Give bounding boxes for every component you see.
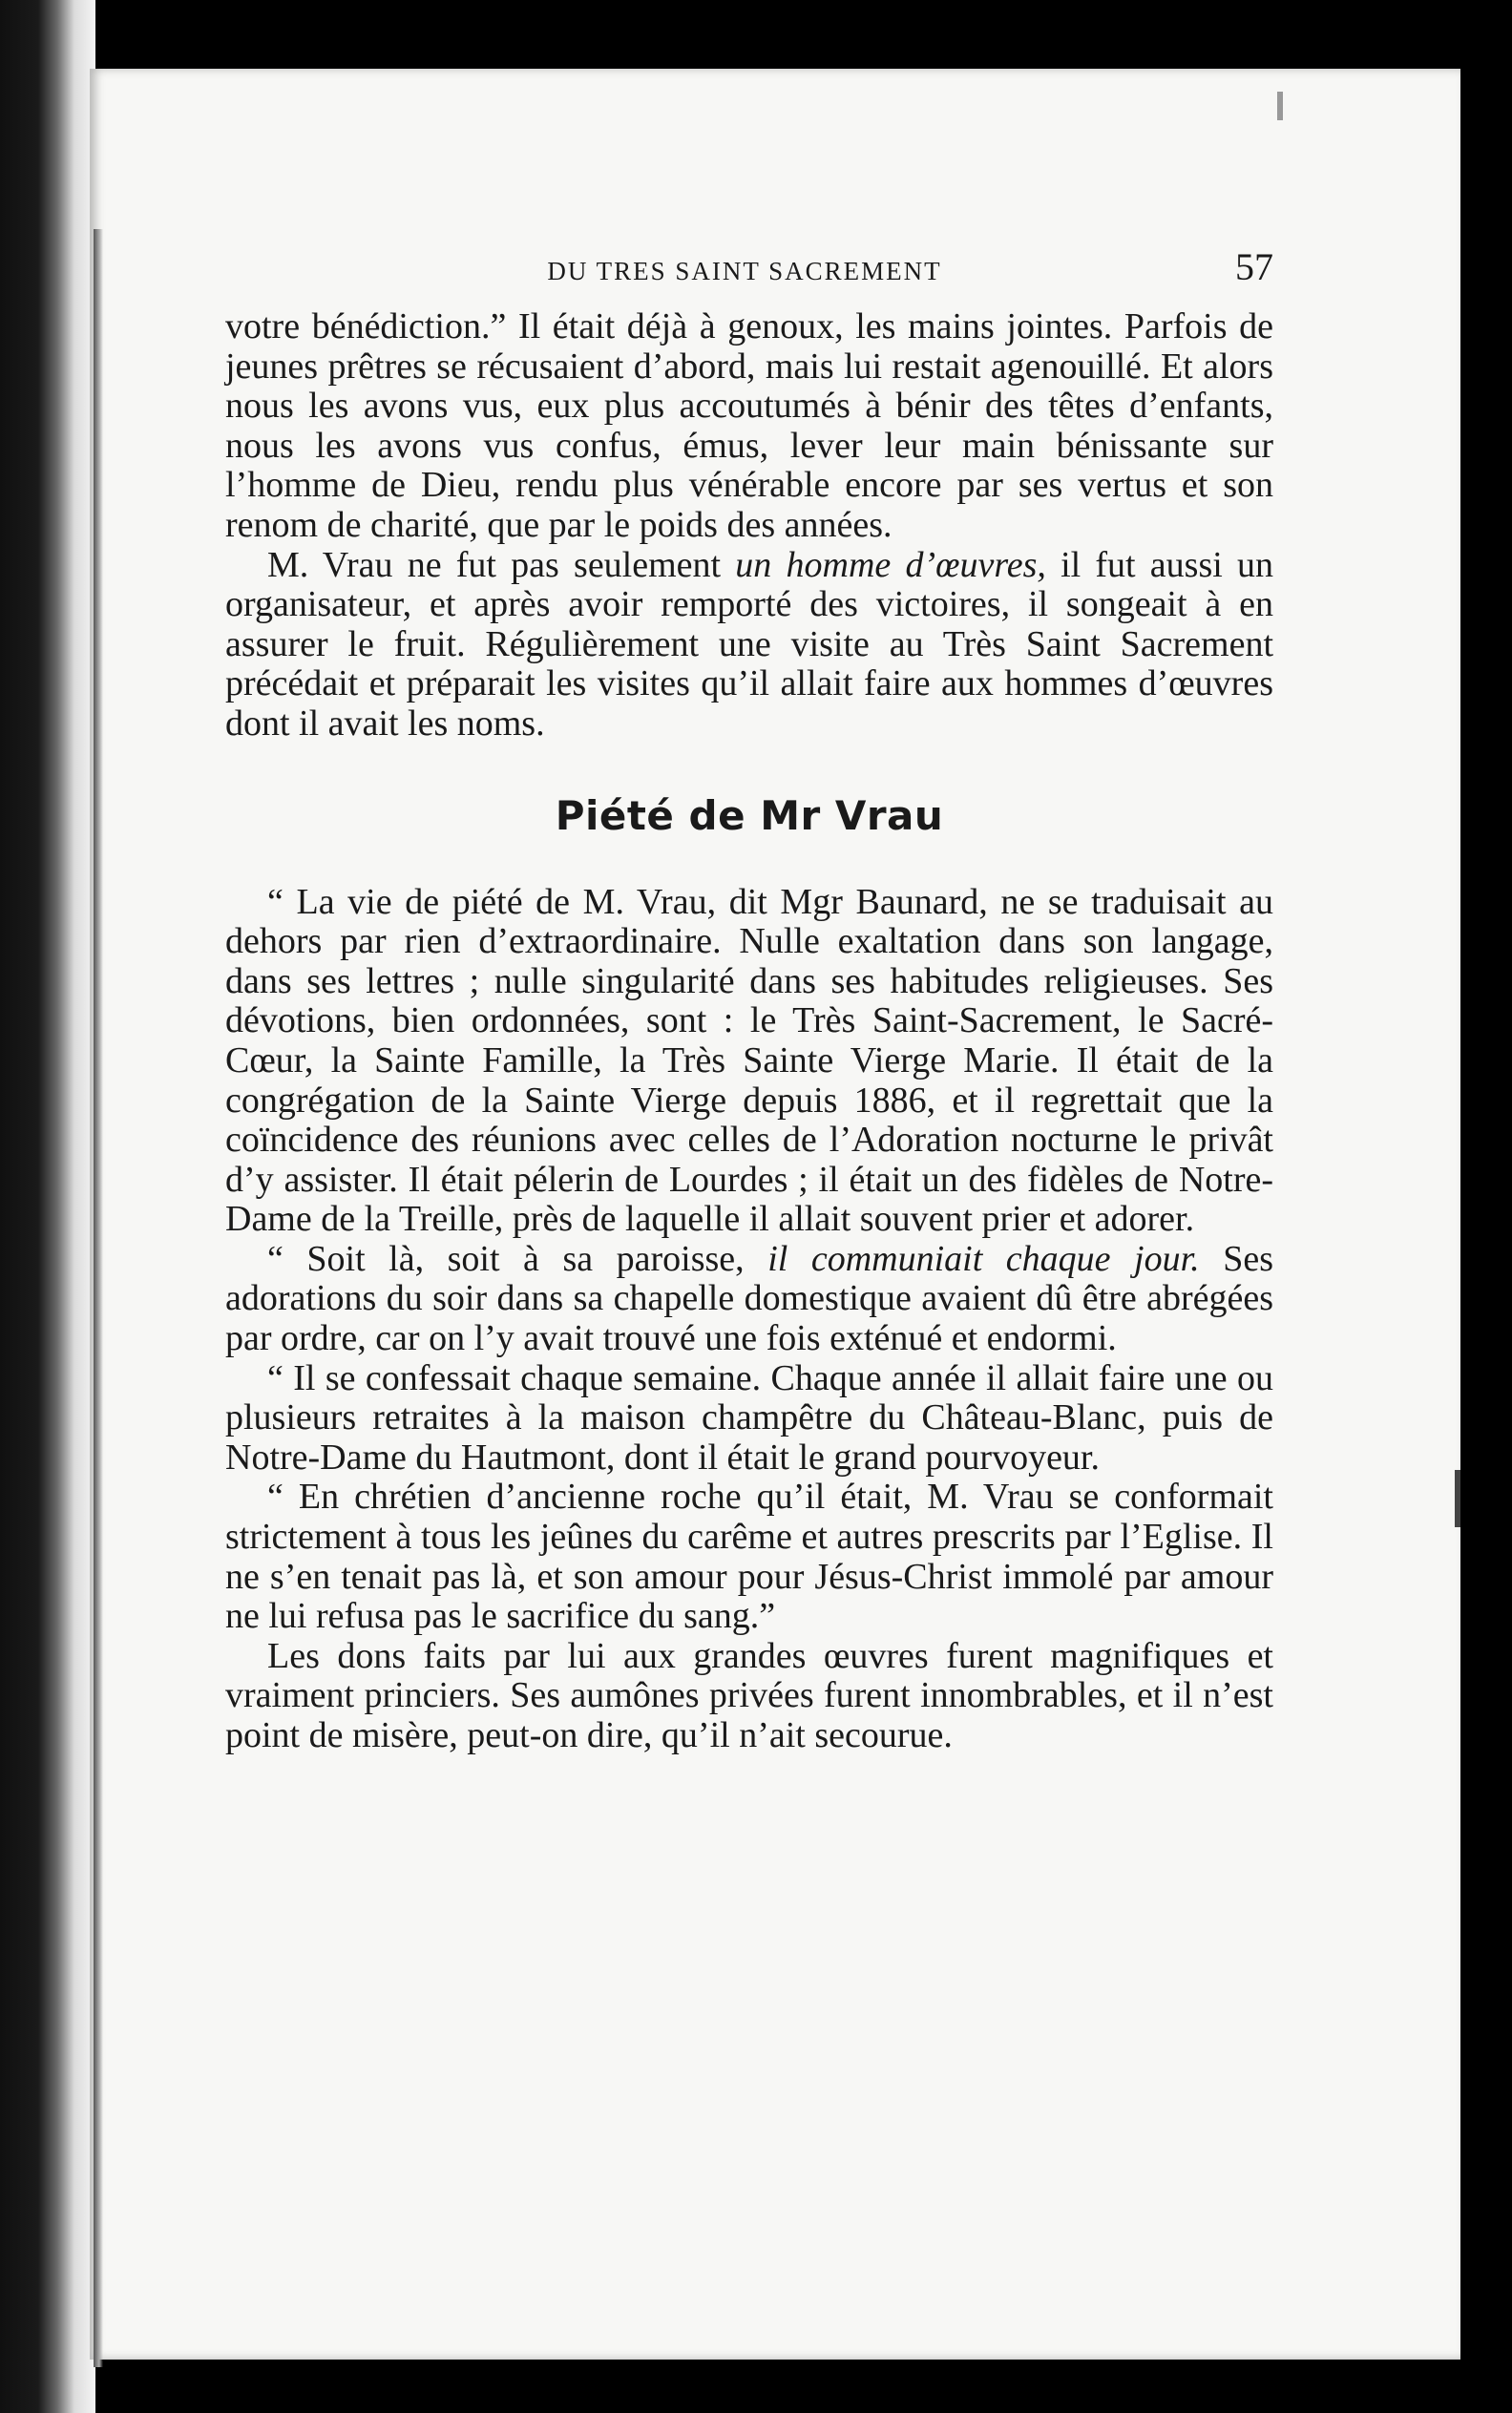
body-paragraph: “ En chrétien d’ancienne roche qu’il était, M. Vrau se conformait strictement à tous les jeûnes du carême et autres prescrits par l’Eglise. Il ne s’en tenait pas là, et son amour pour Jésus-Christ immolé par amour ne lui refusa pas le sacrifice du sang.” [225, 1477, 1273, 1637]
body-paragraph [225, 1240, 1273, 1359]
paragraph-text: M. Vrau ne fut pas seulement [267, 544, 736, 585]
paragraph-text: il fut aussi un organisateur, et après avoir remporté des victoires, il songeait à en assurer le fruit. Régulièrement une visite au Très Saint Sacrement précédait et préparait les visites qu’il allait faire aux hommes d’œuvres dont il avait les noms. [225, 544, 1273, 744]
page-text-block [225, 244, 1273, 1756]
emphasis-text: un homme d’œuvres, [735, 544, 1046, 585]
body-paragraph: “ La vie de piété de M. Vrau, dit Mgr Baunard, ne se traduisait au dehors par rien d’extraordinaire. Nulle exaltation dans son langage, dans ses lettres ; nulle singularité dans ses habitudes religieuses. Ses dévotions, bien ordonnées, sont : le Très Saint-Sacrement, le Sacré-Cœur, la Sainte Famille, la Très Sainte Vierge Marie. Il était de la congrégation de la Sainte Vierge depuis 1886, et il regrettait que la coïncidence des réunions avec celles de l’Adoration nocturne le privât d’y assister. Il était pélerin de Lourdes ; il était un des fidèles de Notre-Dame de la Treille, près de laquelle il allait souvent prier et adorer. [225, 881, 1273, 1240]
body-paragraph: Les dons faits par lui aux grandes œuvres furent magnifiques et vraiment princiers. Ses aumônes privées furent innombrables, et il n’est point de misère, peut-on dire, qu’il n’ait secourue. [225, 1635, 1273, 1755]
scan-edge-mark [1455, 1470, 1460, 1527]
running-title: DU TRES SAINT SACREMENT [547, 257, 942, 285]
page-gutter-shadow [94, 229, 103, 2367]
scan-left-edge [0, 0, 95, 2413]
emphasis-text: il communiait chaque jour. [767, 1238, 1200, 1279]
body-paragraph: votre bénédiction.” Il était déjà à genoux, les mains jointes. Parfois de jeunes prêtres se récusaient d’abord, mais lui restait agenouillé. Et alors nous les avons vus, eux plus accoutumés à bénir des têtes d’enfants, nous les avons vus confus, émus, lever leur main bénissante sur l’homme de Dieu, rendu plus vénérable encore par ses vertus et son renom de charité, que par le poids des années. [225, 306, 1273, 545]
scan-edge-mark [1277, 92, 1283, 120]
body-paragraph [225, 546, 1273, 745]
paragraph-text: Ses adorations du soir dans sa chapelle domestique avaient dû être abrégées par ordre, car on l’y avait trouvé une fois exténué et endormi. [225, 1238, 1274, 1359]
body-paragraph: “ Il se confessait chaque semaine. Chaque année il allait faire une ou plusieurs retraites à la maison champêtre du Château-Blanc, puis de Notre-Dame du Hautmont, dont il était le grand pourvoyeur. [225, 1357, 1273, 1478]
running-header [225, 244, 1273, 298]
paragraph-text: “ Soit là, soit à sa paroisse, [267, 1238, 768, 1279]
page-number: 57 [1235, 245, 1273, 288]
section-heading: Piété de Mr Vrau [555, 791, 944, 839]
